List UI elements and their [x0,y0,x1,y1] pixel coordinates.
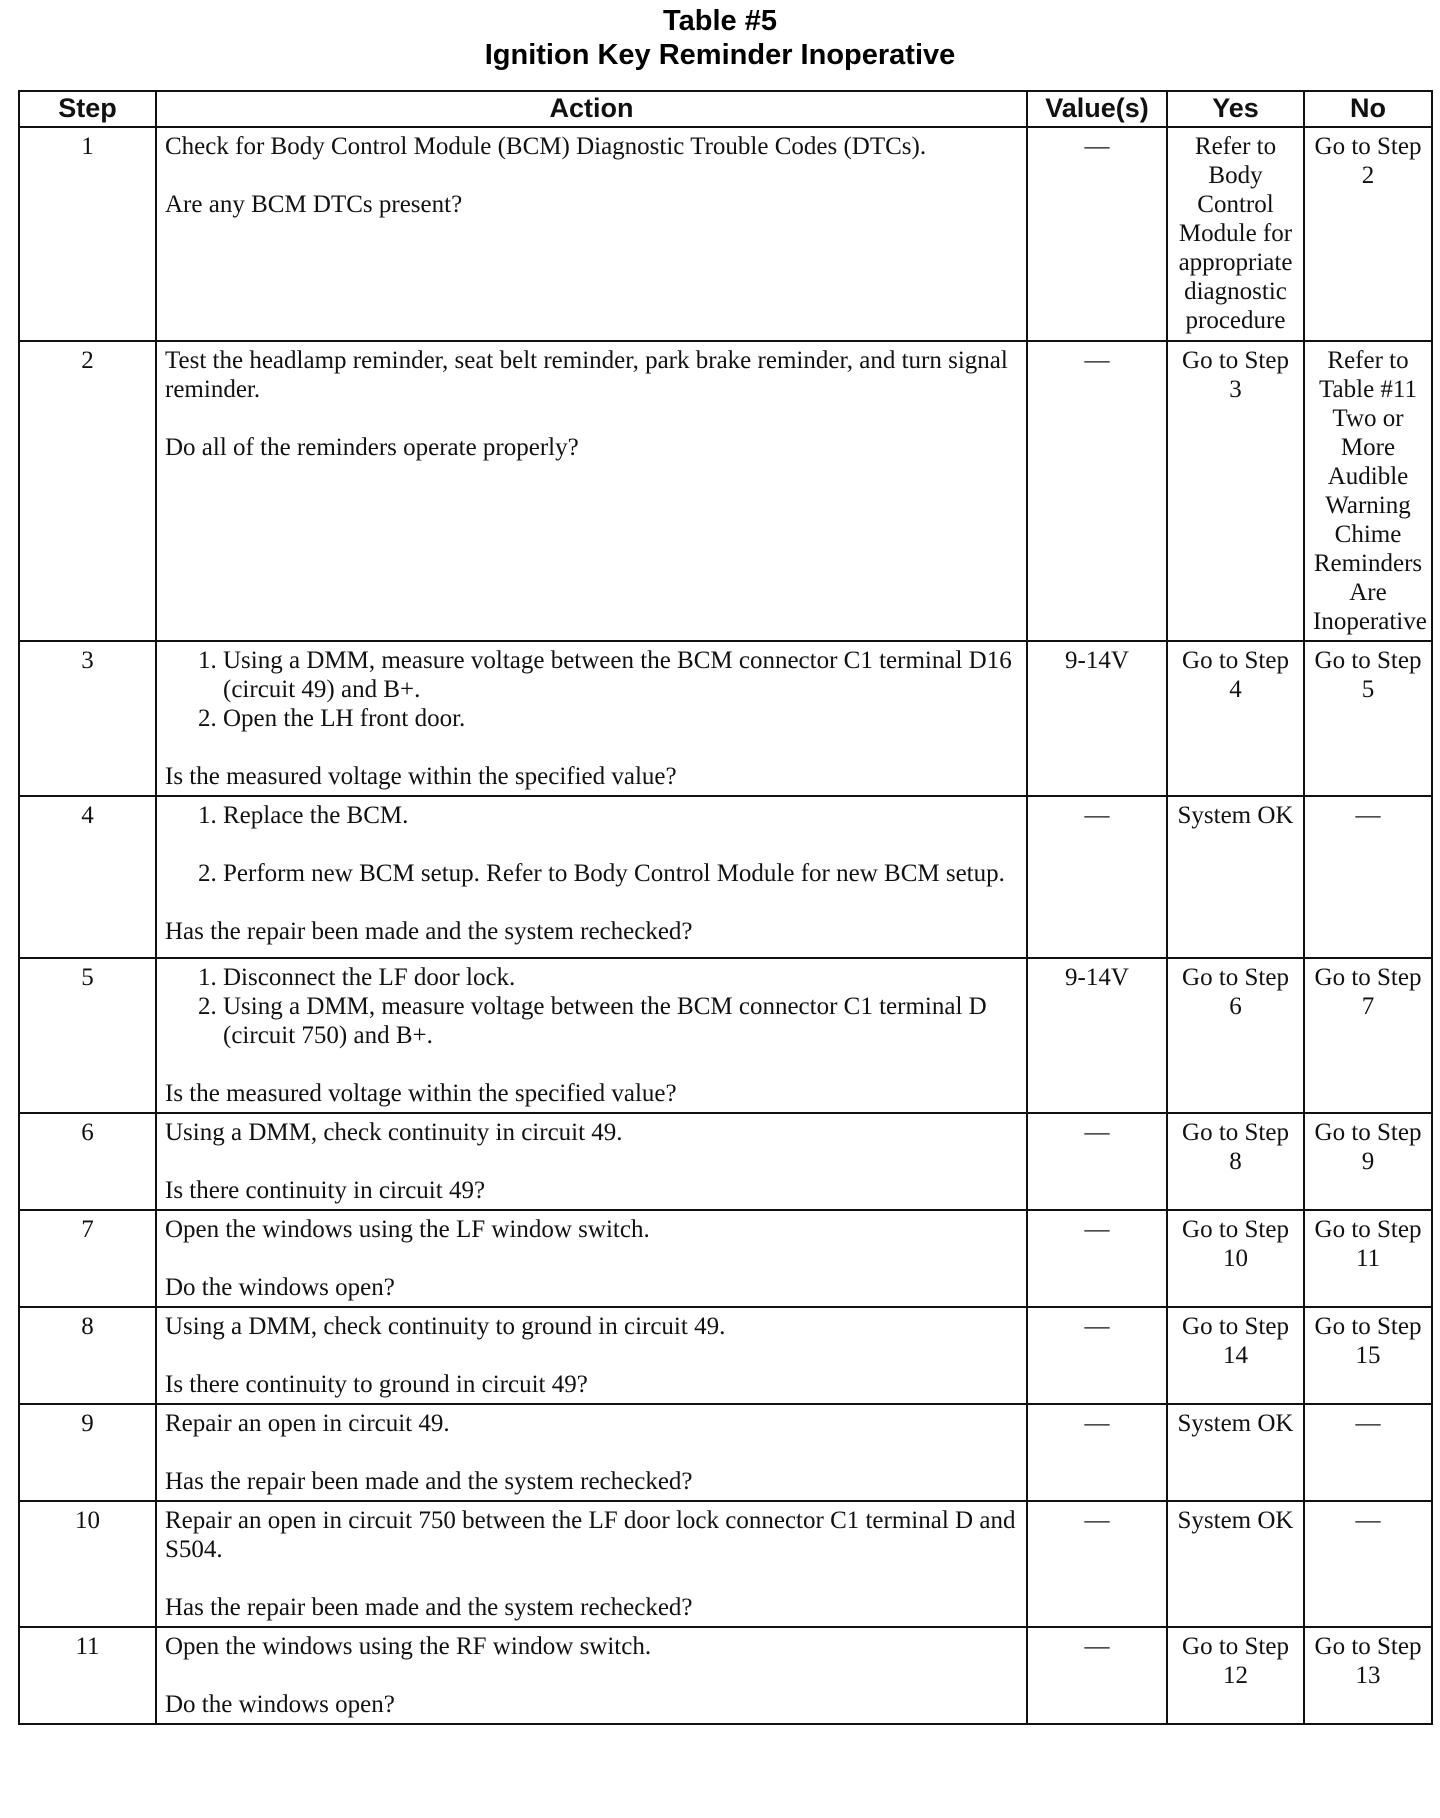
action-question: Has the repair been made and the system rechecked? [165,1594,693,1621]
no-cell: Go to Step 9 [1304,1113,1432,1210]
no-cell: Go to Step 7 [1304,958,1432,1113]
value-cell: — [1027,1627,1167,1724]
table-row [19,1627,1432,1724]
no-cell: Go to Step 13 [1304,1627,1432,1724]
action-cell [156,958,1027,1113]
substep-item: 2. Open the LH front door. [223,704,1018,733]
no-cell: Go to Step 11 [1304,1210,1432,1307]
table-row [19,958,1432,1113]
table-body [19,127,1432,1724]
table-row [19,127,1432,341]
value-cell: — [1027,1113,1167,1210]
action-question: Has the repair been made and the system rechecked? [165,1468,693,1495]
yes-cell: Refer to Body Control Module for appropriate diagnostic procedure [1167,127,1304,341]
substep-item: 1. Replace the BCM. [223,801,1018,830]
action-question: Is there continuity to ground in circuit 49? [165,1371,588,1398]
value-cell: — [1027,1307,1167,1404]
title-line-2: Ignition Key Reminder Inoperative [484,39,956,71]
action-instruction: Using a DMM, check continuity in circuit 49. [165,1119,623,1146]
action-instruction: Test the headlamp reminder, seat belt reminder, park brake reminder, and turn signal reminder. [165,347,1008,403]
page-title [0,4,1440,72]
no-cell: — [1304,1501,1432,1627]
spacer [165,888,1018,917]
value-cell: — [1027,341,1167,641]
yes-cell: Go to Step 10 [1167,1210,1304,1307]
yes-cell: Go to Step 8 [1167,1113,1304,1210]
step-number: 11 [19,1627,156,1724]
header-step: Step [19,91,156,127]
action-instruction: Repair an open in circuit 49. [165,1410,450,1437]
action-cell [156,1404,1027,1501]
action-cell [156,1501,1027,1627]
spacer [165,1244,1018,1273]
header-action: Action [156,91,1027,127]
action-question: Is there continuity in circuit 49? [165,1177,486,1204]
step-number: 7 [19,1210,156,1307]
yes-cell: Go to Step 4 [1167,641,1304,796]
no-cell: Refer to Table #11 Two or More Audible Warning Chime Reminders Are Inoperative [1304,341,1432,641]
table-row [19,1404,1432,1501]
yes-cell: Go to Step 14 [1167,1307,1304,1404]
no-cell: — [1304,1404,1432,1501]
step-number: 4 [19,796,156,958]
action-question: Are any BCM DTCs present? [165,191,463,218]
header-yes: Yes [1167,91,1304,127]
spacer [165,733,1018,762]
substep-item: 1. Disconnect the LF door lock. [223,963,1018,992]
value-cell: — [1027,1404,1167,1501]
spacer [165,1661,1018,1690]
yes-cell: System OK [1167,796,1304,958]
action-question: Is the measured voltage within the specified value? [165,763,677,790]
table-row [19,341,1432,641]
yes-cell: Go to Step 6 [1167,958,1304,1113]
yes-cell: System OK [1167,1501,1304,1627]
title-line-1: Table #5 [663,5,777,37]
spacer [165,1341,1018,1370]
action-question: Do the windows open? [165,1691,395,1718]
spacer [165,404,1018,433]
spacer [165,1564,1018,1593]
step-number: 6 [19,1113,156,1210]
action-instruction: Check for Body Control Module (BCM) Diagnostic Trouble Codes (DTCs). [165,133,927,160]
value-cell: 9-14V [1027,641,1167,796]
action-cell [156,641,1027,796]
action-question: Has the repair been made and the system rechecked? [165,918,693,945]
value-cell: 9-14V [1027,958,1167,1113]
action-cell [156,1627,1027,1724]
spacer [165,1147,1018,1176]
action-cell [156,341,1027,641]
no-cell: Go to Step 2 [1304,127,1432,341]
action-cell [156,1307,1027,1404]
value-cell: — [1027,127,1167,341]
diagnostic-table [18,90,1433,1725]
action-question: Is the measured voltage within the specified value? [165,1080,677,1107]
table-row [19,1501,1432,1627]
action-cell [156,796,1027,958]
header-no: No [1304,91,1432,127]
yes-cell: System OK [1167,1404,1304,1501]
header-row [19,91,1432,127]
spacer [165,1050,1018,1079]
action-instruction: Open the windows using the RF window switch. [165,1633,652,1660]
table-row [19,1113,1432,1210]
spacer [165,1438,1018,1467]
step-number: 10 [19,1501,156,1627]
substep-list [165,646,1018,733]
step-number: 2 [19,341,156,641]
action-instruction: Using a DMM, check continuity to ground in circuit 49. [165,1313,726,1340]
step-number: 5 [19,958,156,1113]
table-row [19,1210,1432,1307]
action-cell [156,127,1027,341]
no-cell: Go to Step 15 [1304,1307,1432,1404]
no-cell: Go to Step 5 [1304,641,1432,796]
substep-list [165,801,1018,888]
yes-cell: Go to Step 3 [1167,341,1304,641]
action-cell [156,1113,1027,1210]
action-instruction: Repair an open in circuit 750 between the LF door lock connector C1 terminal D and S504. [165,1507,1016,1563]
step-number: 3 [19,641,156,796]
table-row [19,796,1432,958]
action-question: Do all of the reminders operate properly? [165,434,579,461]
step-number: 1 [19,127,156,341]
substep-list [165,963,1018,1050]
yes-cell: Go to Step 12 [1167,1627,1304,1724]
spacer [165,161,1018,190]
action-cell [156,1210,1027,1307]
value-cell: — [1027,796,1167,958]
step-number: 9 [19,1404,156,1501]
table-row [19,1307,1432,1404]
action-question: Do the windows open? [165,1274,395,1301]
action-instruction: Open the windows using the LF window switch. [165,1216,650,1243]
step-number: 8 [19,1307,156,1404]
no-cell: — [1304,796,1432,958]
value-cell: — [1027,1501,1167,1627]
substep-item: 2. Using a DMM, measure voltage between the BCM connector C1 terminal D (circuit 750) and B+. [223,992,1018,1050]
header-values: Value(s) [1027,91,1167,127]
substep-item: 1. Using a DMM, measure voltage between the BCM connector C1 terminal D16 (circuit 49) and B+. [223,646,1018,704]
value-cell: — [1027,1210,1167,1307]
substep-item: 2. Perform new BCM setup. Refer to Body Control Module for new BCM setup. [223,859,1018,888]
table-row [19,641,1432,796]
